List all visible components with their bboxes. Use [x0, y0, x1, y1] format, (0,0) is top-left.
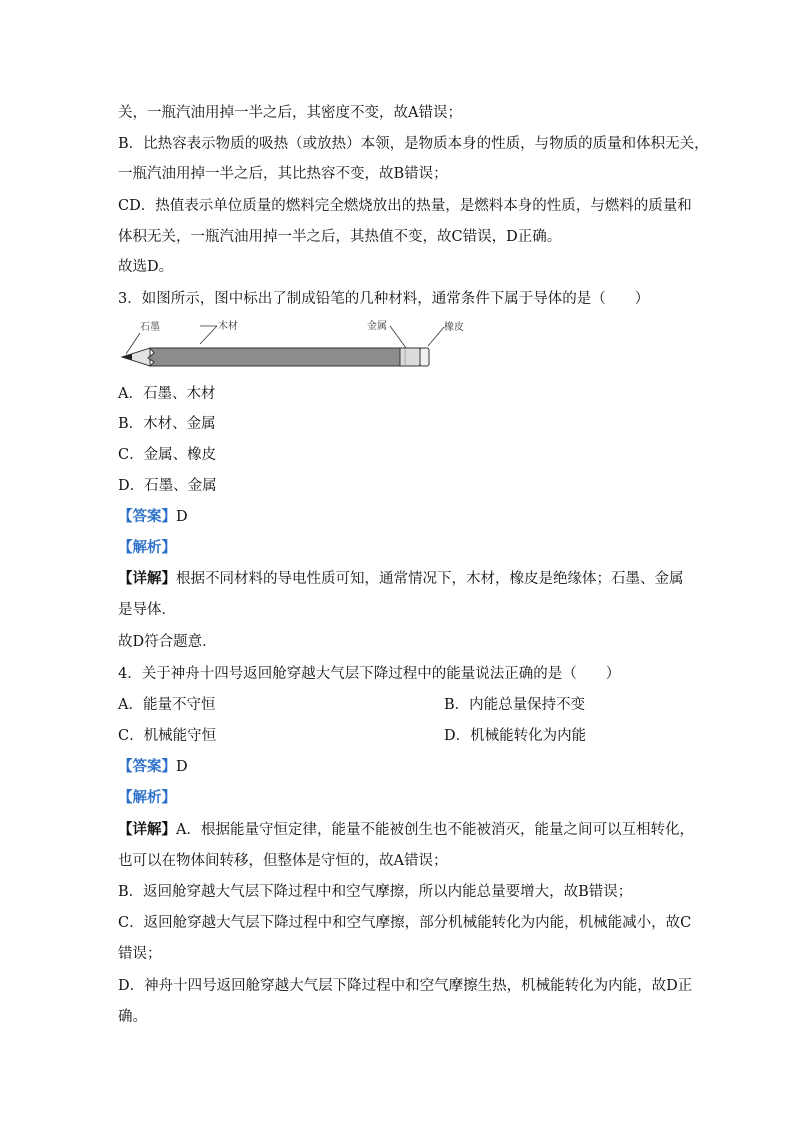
- text-line: 错误；: [118, 946, 162, 962]
- text-line: 也可以在物体间转移，但整体是守恒的，故A错误；: [118, 853, 448, 869]
- leader-line: [428, 327, 444, 346]
- text-line: 关，一瓶汽油用掉一半之后，其密度不变，故A错误；: [118, 105, 462, 121]
- leader-line: [200, 326, 217, 344]
- metal-ferrule: [400, 348, 420, 366]
- leader-line: [126, 333, 140, 354]
- question-4-stem: 4．关于神舟十四号返回舱穿越大气层下降过程中的能量说法正确的是（ ）: [118, 666, 621, 682]
- text-line: 体积无关，一瓶汽油用掉一半之后，其热值不变，故C错误，D正确。: [118, 229, 562, 245]
- detail-line: [118, 820, 694, 840]
- option-c: C．金属、橡皮: [118, 447, 217, 463]
- label-metal: 金属: [367, 321, 387, 332]
- analysis-tag: 【解析】: [118, 789, 176, 806]
- detail-line: [118, 569, 684, 589]
- text-line: 故D符合题意．: [118, 634, 217, 650]
- label-graphite: 石墨: [140, 322, 160, 333]
- detail-text: A．根据能量守恒定律，能量不能被创生也不能被消灭，能量之间可以互相转化，: [176, 822, 694, 838]
- answer-value: D: [176, 759, 188, 775]
- option-d: D．石墨、金属: [118, 478, 217, 494]
- eraser: [420, 348, 429, 366]
- text-line: D．神舟十四号返回舱穿越大气层下降过程中和空气摩擦生热，机械能转化为内能，故D正: [118, 978, 693, 994]
- text-line: 一瓶汽油用掉一半之后，其比热容不变，故B错误；: [118, 166, 448, 182]
- detail-tag: 【详解】: [118, 570, 176, 587]
- text-line: 故选D。: [118, 259, 174, 275]
- option-a: A．石墨、木材: [118, 386, 216, 402]
- option-a: A．能量不守恒: [118, 697, 216, 713]
- option-b: B．木材、金属: [118, 416, 216, 432]
- detail-text: 根据不同材料的导电性质可知，通常情况下，木材，橡皮是绝缘体；石墨、金属: [176, 571, 684, 587]
- answer-tag: 【答案】: [118, 758, 176, 775]
- text-line: C．返回舱穿越大气层下降过程中和空气摩擦，部分机械能转化为内能，机械能减小，故C: [118, 915, 692, 931]
- answer-line: [118, 507, 188, 527]
- analysis-line: [118, 788, 176, 808]
- option-d: D．机械能转化为内能: [444, 728, 587, 744]
- option-b: B．内能总量保持不变: [444, 697, 586, 713]
- detail-tag: 【详解】: [118, 821, 176, 838]
- text-line: B．返回舱穿越大气层下降过程中和空气摩擦，所以内能总量要增大，故B错误；: [118, 884, 633, 900]
- label-wood: 木材: [218, 321, 238, 332]
- analysis-tag: 【解析】: [118, 539, 176, 556]
- option-c: C．机械能守恒: [118, 728, 217, 744]
- label-eraser: 橡皮: [444, 322, 464, 333]
- text-line: B．比热容表示物质的吸热（或放热）本领，是物质本身的性质，与物质的质量和体积无关，: [118, 136, 709, 152]
- answer-line: [118, 757, 188, 777]
- answer-value: D: [176, 509, 188, 525]
- answer-tag: 【答案】: [118, 508, 176, 525]
- pencil-body: [148, 348, 400, 366]
- text-line: 是导体．: [118, 602, 176, 618]
- analysis-line: [118, 538, 176, 558]
- leader-line: [390, 326, 406, 348]
- pencil-figure: [114, 316, 474, 374]
- question-3-stem: 3．如图所示，图中标出了制成铅笔的几种材料，通常条件下属于导体的是（ ）: [118, 291, 650, 307]
- text-line: 确。: [118, 1009, 147, 1025]
- text-line: CD．热值表示单位质量的燃料完全燃烧放出的热量，是燃料本身的性质，与燃料的质量和: [118, 198, 692, 214]
